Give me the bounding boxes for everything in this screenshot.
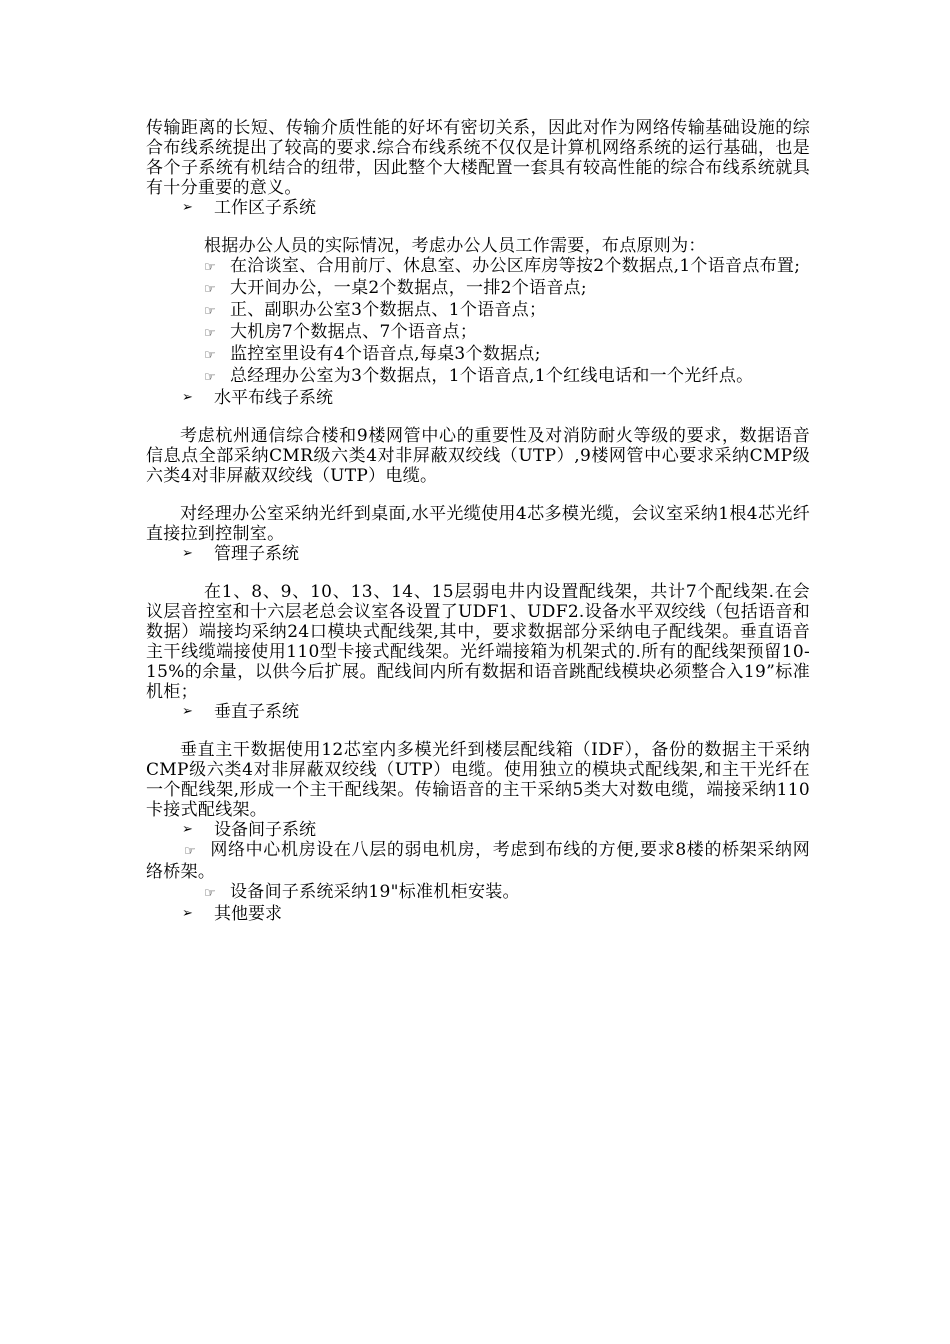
heading-text: 工作区子系统 <box>214 198 316 218</box>
vertical-paragraph: 垂直主干数据使用12芯室内多模光纤到楼层配线箱（IDF），备份的数据主干采纳CMP级六类4对非屏蔽双绞线（UTP）电缆。使用独立的模块式配线架,和主干光纤在一个配线架,形成一个主干配线架。传输语音的主干采纳5类大对数电缆，端接采纳110卡接式配线架。 <box>146 740 810 820</box>
document-page <box>146 118 810 924</box>
horizontal-paragraph-1: 考虑杭州通信综合楼和9楼网管中心的重要性及对消防耐火等级的要求，数据语音信息点全部采纳CMR级六类4对非屏蔽双绞线（UTP）,9楼网管中心要求采纳CMP级六类4对非屏蔽双绞线（UTP）电缆。 <box>146 426 810 486</box>
equipment-item-2: ☞ 设备间子系统采纳19"标准机柜安装。 <box>204 882 520 902</box>
pointing-hand-icon: ☞ <box>204 348 216 363</box>
arrow-bullet-icon: ➢ <box>182 906 193 921</box>
horizontal-paragraph-2: 对经理办公室采纳光纤到桌面,水平光缆使用4芯多模光缆，会议室采纳1根4芯光纤直接拉到控制室。 <box>146 504 810 544</box>
work-area-item-6: ☞ 总经理办公室为3个数据点，1个语音点,1个红线电话和一个光纤点。 <box>204 366 754 386</box>
arrow-bullet-icon: ➢ <box>182 704 193 719</box>
heading-text: 其他要求 <box>214 904 282 924</box>
heading-text: 垂直子系统 <box>214 702 299 722</box>
work-area-item-2: ☞ 大开间办公，一桌2个数据点，一排2个语音点; <box>204 278 587 298</box>
arrow-bullet-icon: ➢ <box>182 390 193 405</box>
pointing-hand-icon: ☞ <box>204 282 216 297</box>
arrow-bullet-icon: ➢ <box>182 200 193 215</box>
equipment-item-1: ☞ 网络中心机房设在八层的弱电机房，考虑到布线的方便,要求8楼的桥架采纳网络桥架。 <box>146 840 810 882</box>
intro-paragraph: 传输距离的长短、传输介质性能的好坏有密切关系，因此对作为网络传输基础设施的综合布线系统提出了较高的要求.综合布线系统不仅仅是计算机网络系统的运行基础，也是各个子系统有机结合的纽带，因此整个大楼配置一套具有较高性能的综合布线系统就具有十分重要的意义。 <box>146 118 810 198</box>
heading-work-area <box>146 198 810 218</box>
heading-text: 设备间子系统 <box>214 820 316 840</box>
heading-other <box>146 904 810 924</box>
management-paragraph: 在1、8、9、10、13、14、15层弱电井内设置配线架，共计7个配线架.在会议层音控室和十六层老总会议室各设置了UDF1、UDF2.设备水平双绞线（包括语音和数据）端接均采纳24口模块式配线架,其中，要求数据部分采纳电子配线架。垂直语音主干线缆端接使用110型卡接式配线架。光纤端接箱为机架式的.所有的配线架预留10-15%的余量，以供今后扩展。配线间内所有数据和语音跳配线模块必须整合入19”标准机柜； <box>146 582 810 702</box>
work-area-lead: 根据办公人员的实际情况，考虑办公人员工作需要，布点原则为： <box>204 236 706 256</box>
work-area-item-5: ☞ 监控室里设有4个语音点,每桌3个数据点; <box>204 344 541 364</box>
pointing-hand-icon: ☞ <box>184 844 196 859</box>
work-area-item-3: ☞ 正、副职办公室3个数据点、1个语音点； <box>204 300 547 320</box>
heading-vertical <box>146 702 810 722</box>
work-area-item-1: ☞ 在洽谈室、合用前厅、休息室、办公区库房等按2个数据点,1个语音点布置; <box>204 256 801 276</box>
heading-text: 管理子系统 <box>214 544 299 564</box>
work-area-item-4: ☞ 大机房7个数据点、7个语音点； <box>204 322 478 342</box>
heading-equipment <box>146 820 810 840</box>
pointing-hand-icon: ☞ <box>204 304 216 319</box>
pointing-hand-icon: ☞ <box>204 260 216 275</box>
heading-horizontal <box>146 388 810 408</box>
heading-text: 水平布线子系统 <box>214 388 333 408</box>
pointing-hand-icon: ☞ <box>204 886 216 901</box>
heading-management <box>146 544 810 564</box>
pointing-hand-icon: ☞ <box>204 326 216 341</box>
arrow-bullet-icon: ➢ <box>182 822 193 837</box>
pointing-hand-icon: ☞ <box>204 370 216 385</box>
arrow-bullet-icon: ➢ <box>182 546 193 561</box>
